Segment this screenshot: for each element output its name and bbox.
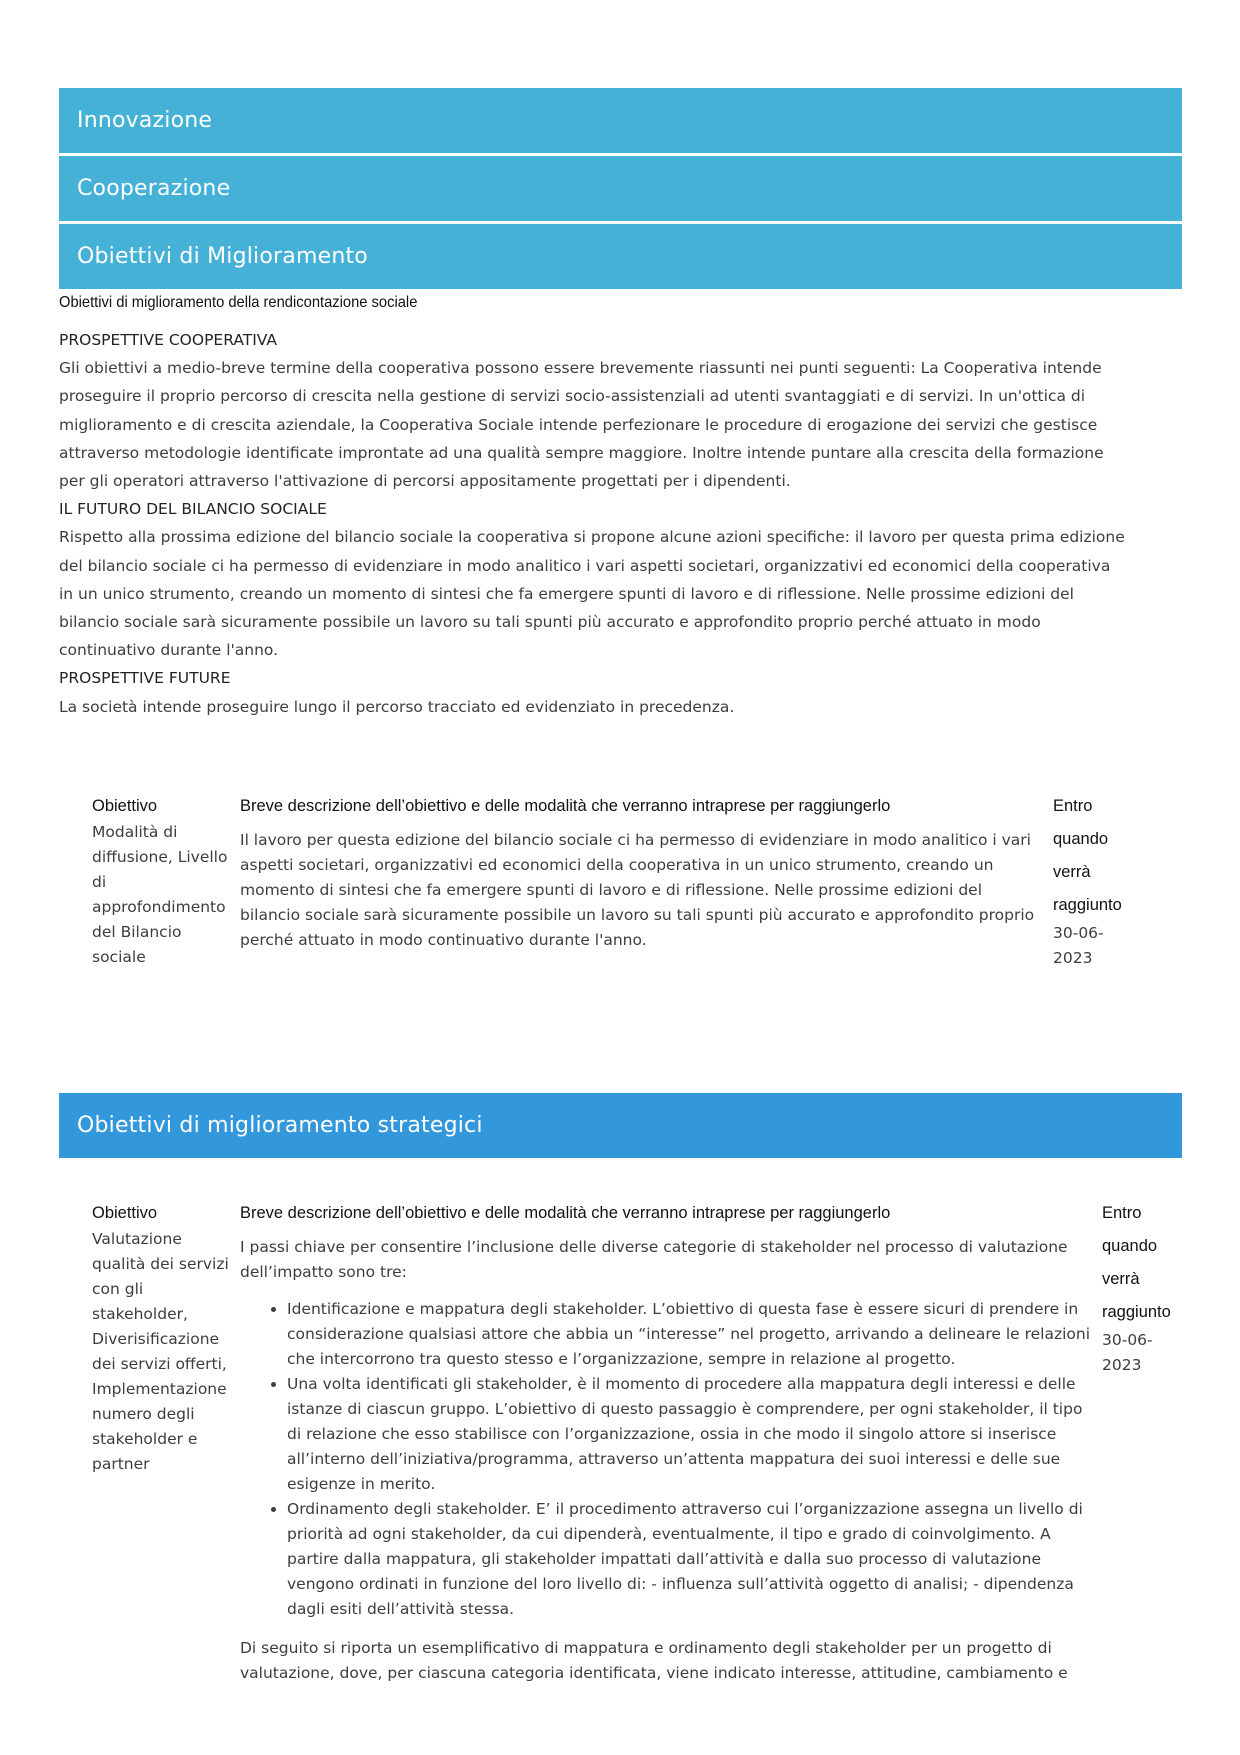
paragraph-prospettive-future: La società intende proseguire lungo il percorso tracciato ed evidenziato in precedenza. (59, 697, 735, 716)
heading-prospettive-cooperativa: PROSPETTIVE COOPERATIVA (59, 331, 278, 349)
section-body-rendicontazione (59, 326, 1129, 721)
stakeholder-steps-list (240, 1297, 1100, 1622)
banner-obiettivi-strategici-label: Obiettivi di miglioramento strategici (77, 1113, 483, 1138)
table1-header-entro: Entro quando verrà raggiunto (1053, 797, 1122, 914)
table2-header-descrizione: Breve descrizione dell’obiettivo e delle modalità che verranno intraprese per raggiungerlo (240, 1204, 891, 1222)
table2-header-entro: Entro quando verrà raggiunto (1102, 1204, 1171, 1321)
table1-header-descrizione: Breve descrizione dell’obiettivo e delle modalità che verranno intraprese per raggiungerlo (240, 797, 891, 815)
list-item: • Una volta identificati gli stakeholder, è il momento di procedere alla mappatura degli interessi e delle istanze di ciascun gruppo. L’obiettivo di questo passaggio è comprendere, per ogni stakeholder, il tipo di relazione che esso stabilisce con l’organizzazione, ossia in che modo il singolo attore si inserisce all’interno dell’iniziativa/programma, attraverso un’attenta mappatura dei suoi interessi e delle sue esigenze in merito. (287, 1372, 1100, 1497)
paragraph-prospettive-cooperativa: Gli obiettivi a medio-breve termine della cooperativa possono essere brevemente riassunti nei punti seguenti: La Cooperativa intende proseguire il proprio percorso di crescita nella gestione di servizi socio-assistenziali ad utenti svantaggiati e di servizi. In un'ottica di miglioramento e di crescita aziendale, la Cooperativa Sociale intende perfezionare le procedure di erogazione dei servizi che gestisce attraverso metodologie identificate improntate ad una qualità sempre maggiore. Inoltre intende puntare alla crescita della formazione per gli operatori attraverso l'attivazione di percorsi appositamente progettati per i dipendenti. (59, 359, 1104, 491)
heading-futuro-bilancio: IL FUTURO DEL BILANCIO SOCIALE (59, 500, 327, 519)
banner-obiettivi-strategici (59, 1093, 1182, 1158)
table1-header-obiettivo: Obiettivo (92, 797, 158, 815)
paragraph-futuro-bilancio: Rispetto alla prossima edizione del bilancio sociale la cooperativa si propone alcune azioni specifiche: il lavoro per questa prima edizione del bilancio sociale ci ha permesso di evidenziare in modo analitico i vari aspetti societari, organizzativi ed economici della cooperativa in un unico strumento, creando un momento di sintesi che fa emergere spunti di lavoro e di riflessione. Nelle prossime edizioni del bilancio sociale sarà sicuramente possibile un lavoro su tali spunti più accurato e approfondito proprio perché attuato in modo continuativo durante l'anno. (59, 528, 1125, 660)
banner-cooperazione (59, 156, 1182, 221)
table2-cell-obiettivo: Valutazione qualità dei servizi con gli stakeholder, Diverisificazione dei servizi offerti, Implementazione numero degli stakeholder e partner (92, 1230, 229, 1473)
banner-cooperazione-label: Cooperazione (77, 176, 231, 201)
table2-cell-descrizione (240, 1235, 1100, 1686)
table2-intro: I passi chiave per consentire l’inclusione delle diverse categorie di stakeholder nel processo di valutazione dell’impatto sono tre: (240, 1238, 1068, 1281)
list-item: • Identificazione e mappatura degli stakeholder. L’obiettivo di questa fase è essere sicuri di prendere in considerazione qualsiasi attore che abbia un “interesse” nel progetto, arrivando a delineare le relazioni che intercorrono tra questo stesso e l’organizzazione, sempre in relazione al progetto. (287, 1297, 1100, 1372)
banner-innovazione (59, 88, 1182, 153)
section-title-rendicontazione: Obiettivi di miglioramento della rendicontazione sociale (59, 294, 418, 311)
banner-innovazione-label: Innovazione (77, 108, 213, 133)
table2-header-obiettivo: Obiettivo (92, 1204, 158, 1222)
heading-prospettive-future: PROSPETTIVE FUTURE (59, 669, 231, 688)
table2-cell-entro: 30-06-2023 (1102, 1331, 1153, 1374)
table1-cell-obiettivo: Modalità di diffusione, Livello di approfondimento del Bilancio sociale (92, 823, 228, 966)
table1-cell-entro: 30-06-2023 (1053, 924, 1104, 967)
banner-obiettivi-miglioramento-label: Obiettivi di Miglioramento (77, 244, 368, 269)
table2-outro: Di seguito si riporta un esemplificativo di mappatura e ordinamento degli stakeholder per un progetto di valutazione, dove, per ciascuna categoria identificata, viene indicato interesse, attitudine, cambiamento e (240, 1639, 1068, 1682)
table1-cell-descrizione: Il lavoro per questa edizione del bilancio sociale ci ha permesso di evidenziare in modo analitico i vari aspetti societari, organizzativi ed economici della cooperativa in un unico strumento, creando un momento di sintesi che fa emergere spunti di lavoro e di riflessione. Nelle prossime edizioni del bilancio sociale sarà sicuramente possibile un lavoro su tali spunti più accurato e approfondito proprio perché attuato in modo continuativo durante l'anno. (240, 831, 1035, 949)
banner-obiettivi-miglioramento (59, 224, 1182, 289)
list-item: • Ordinamento degli stakeholder. E’ il procedimento attraverso cui l’organizzazione assegna un livello di priorità ad ogni stakeholder, da cui dipenderà, eventualmente, il tipo e grado di coinvolgimento. A partire dalla mappatura, gli stakeholder impattati dall’attività e dalla suo processo di valutazione vengono ordinati in funzione del loro livello di: - influenza sull’attività oggetto di analisi; - dipendenza dagli esiti dell’attività stessa. (287, 1497, 1100, 1622)
